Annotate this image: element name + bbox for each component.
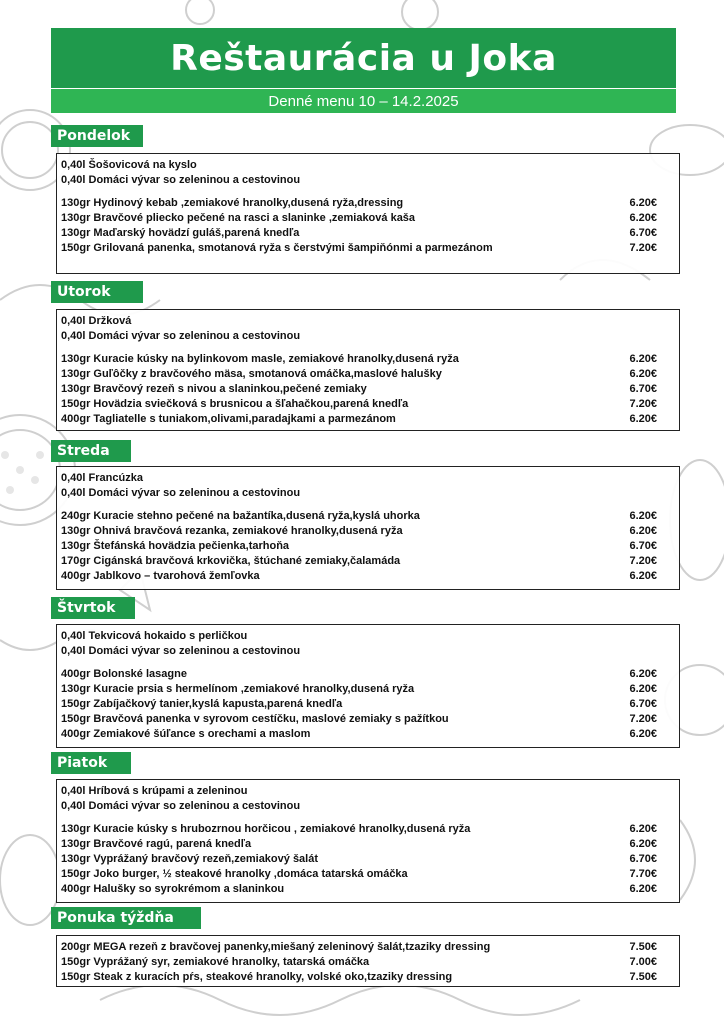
dish-row <box>57 554 679 569</box>
dish-row <box>57 667 679 682</box>
dish-row <box>57 539 679 554</box>
dish-row <box>57 397 679 412</box>
dish-price: 6.70€ <box>629 540 657 552</box>
soup-item: 0,40l Domáci vývar so zeleninou a cestovinou <box>61 174 301 186</box>
soup-item: 0,40l Hríbová s krúpami a zeleninou <box>61 785 248 797</box>
dish-price: 6.70€ <box>629 383 657 395</box>
dish-price: 7.00€ <box>629 956 657 968</box>
dish-name: 130gr Hydinový kebab ,zemiakové hranolky,dusená ryža,dressing <box>61 197 404 209</box>
dish-row <box>57 352 679 367</box>
dish-price: 6.20€ <box>629 683 657 695</box>
soup-item: 0,40l Domáci vývar so zeleninou a cestovinou <box>61 330 301 342</box>
dish-name: 400gr Jablkovo – tvarohová žemľovka <box>61 570 260 582</box>
soup-item: 0,40l Domáci vývar so zeleninou a cestovinou <box>61 645 301 657</box>
dish-name: 150gr Joko burger, ½ steakové hranolky ,domáca tatarská omáčka <box>61 868 408 880</box>
dish-name: 130gr Guľôčky z bravčového mäsa, smotanová omáčka,maslové halušky <box>61 368 442 380</box>
dish-price: 6.20€ <box>629 413 657 425</box>
dish-row <box>57 367 679 382</box>
menu-box-pondelok <box>56 153 680 274</box>
dish-name: 130gr Vyprážaný bravčový rezeň,zemiakový šalát <box>61 853 319 865</box>
dish-name: 150gr Hovädzia sviečková s brusnicou a šľahačkou,parená knedľa <box>61 398 409 410</box>
day-tab-streda: Streda <box>51 440 131 462</box>
dish-price: 6.20€ <box>629 353 657 365</box>
dish-price: 6.20€ <box>629 368 657 380</box>
dish-price: 6.20€ <box>629 838 657 850</box>
dish-name: 130gr Maďarský hovädzí guláš,parená knedľa <box>61 227 300 239</box>
dish-name: 150gr Bravčová panenka v syrovom cestíčku, maslové zemiaky s pažítkou <box>61 713 449 725</box>
dish-price: 7.20€ <box>629 242 657 254</box>
menu-box-streda <box>56 466 680 590</box>
day-tab-utorok: Utorok <box>51 281 143 303</box>
day-tab-pondelok: Pondelok <box>51 125 143 147</box>
dish-price: 6.20€ <box>629 510 657 522</box>
restaurant-title: Reštaurácia u Joka <box>51 28 676 88</box>
dish-price: 6.20€ <box>629 212 657 224</box>
dish-row <box>57 970 679 985</box>
dish-price: 7.20€ <box>629 555 657 567</box>
dish-name: 130gr Štefánská hovädzia pečienka,tarhoňa <box>61 540 290 552</box>
dish-price: 6.20€ <box>629 728 657 740</box>
dish-name: 400gr Zemiakové šúľance s orechami a maslom <box>61 728 311 740</box>
dish-row <box>57 524 679 539</box>
dish-name: 130gr Ohnivá bravčová rezanka, zemiakové hranolky,dusená ryža <box>61 525 403 537</box>
dish-row <box>57 241 679 256</box>
dish-name: 130gr Kuracie kúsky s hrubozrnou horčicou , zemiakové hranolky,dusená ryža <box>61 823 471 835</box>
dish-price: 6.20€ <box>629 823 657 835</box>
soup-item: 0,40l Francúzka <box>61 472 143 484</box>
dish-name: 150gr Vyprážaný syr, zemiakové hranolky, tatarská omáčka <box>61 956 370 968</box>
dish-row <box>57 882 679 897</box>
weekly-offer-tab: Ponuka týždňa <box>51 907 201 929</box>
dish-name: 400gr Tagliatelle s tuniakom,olivami,paradajkami a parmezánom <box>61 413 396 425</box>
dish-row <box>57 226 679 241</box>
dish-row <box>57 837 679 852</box>
dish-price: 7.50€ <box>629 971 657 983</box>
dish-row <box>57 509 679 524</box>
dish-name: 170gr Cigánská bravčová krkovička, štúchané zemiaky,čalamáda <box>61 555 401 567</box>
menu-box-utorok <box>56 309 680 431</box>
dish-price: 6.20€ <box>629 668 657 680</box>
dish-row <box>57 955 679 970</box>
dish-price: 7.20€ <box>629 398 657 410</box>
menu-date-subtitle: Denné menu 10 – 14.2.2025 <box>51 89 676 113</box>
soup-item: 0,40l Šošovicová na kyslo <box>61 159 197 171</box>
dish-name: 130gr Kuracie kúsky na bylinkovom masle, zemiakové hranolky,dusená ryža <box>61 353 459 365</box>
dish-price: 6.70€ <box>629 227 657 239</box>
dish-row <box>57 822 679 837</box>
dish-name: 400gr Halušky so syrokrémom a slaninkou <box>61 883 285 895</box>
soup-item: 0,40l Domáci vývar so zeleninou a cestovinou <box>61 487 301 499</box>
dish-row <box>57 697 679 712</box>
dish-row <box>57 382 679 397</box>
dish-name: 400gr Bolonské lasagne <box>61 668 187 680</box>
dish-name: 130gr Bravčový rezeň s nivou a slaninkou,pečené zemiaky <box>61 383 367 395</box>
dish-row <box>57 569 679 584</box>
dish-price: 6.20€ <box>629 197 657 209</box>
dish-price: 6.20€ <box>629 570 657 582</box>
dish-row <box>57 867 679 882</box>
dish-name: 150gr Steak z kuracích pŕs, steakové hranolky, volské oko,tzaziky dressing <box>61 971 453 983</box>
soup-item: 0,40l Tekvicová hokaido s perličkou <box>61 630 248 642</box>
dish-name: 130gr Kuracie prsia s hermelínom ,zemiakové hranolky,dusená ryža <box>61 683 415 695</box>
dish-name: 200gr MEGA rezeň z bravčovej panenky,miešaný zeleninový šalát,tzaziky dressing <box>61 941 491 953</box>
dish-price: 6.20€ <box>629 883 657 895</box>
dish-price: 6.70€ <box>629 853 657 865</box>
dish-row <box>57 412 679 427</box>
soup-item: 0,40l Domáci vývar so zeleninou a cestovinou <box>61 800 301 812</box>
day-tab-piatok: Piatok <box>51 752 131 774</box>
soup-item: 0,40l Držková <box>61 315 132 327</box>
dish-price: 7.70€ <box>629 868 657 880</box>
day-tab-stvrtok: Štvrtok <box>51 597 135 619</box>
menu-box-stvrtok <box>56 624 680 748</box>
dish-name: 130gr Bravčové pliecko pečené na rasci a slaninke ,zemiaková kaša <box>61 212 416 224</box>
dish-name: 240gr Kuracie stehno pečené na bažantíka,dusená ryža,kyslá uhorka <box>61 510 420 522</box>
dish-row <box>57 852 679 867</box>
dish-name: 150gr Grilovaná panenka, smotanová ryža s čerstvými šampiňónmi a parmezánom <box>61 242 493 254</box>
dish-row <box>57 211 679 226</box>
dish-name: 130gr Bravčové ragú, parená knedľa <box>61 838 252 850</box>
dish-row <box>57 940 679 955</box>
menu-box-weekly <box>56 935 680 987</box>
dish-row <box>57 712 679 727</box>
menu-box-piatok <box>56 779 680 903</box>
dish-row <box>57 727 679 742</box>
dish-price: 6.20€ <box>629 525 657 537</box>
dish-name: 150gr Zabíjačkový tanier,kyslá kapusta,parená knedľa <box>61 698 343 710</box>
dish-row <box>57 682 679 697</box>
dish-price: 6.70€ <box>629 698 657 710</box>
dish-row <box>57 196 679 211</box>
dish-price: 7.50€ <box>629 941 657 953</box>
dish-price: 7.20€ <box>629 713 657 725</box>
